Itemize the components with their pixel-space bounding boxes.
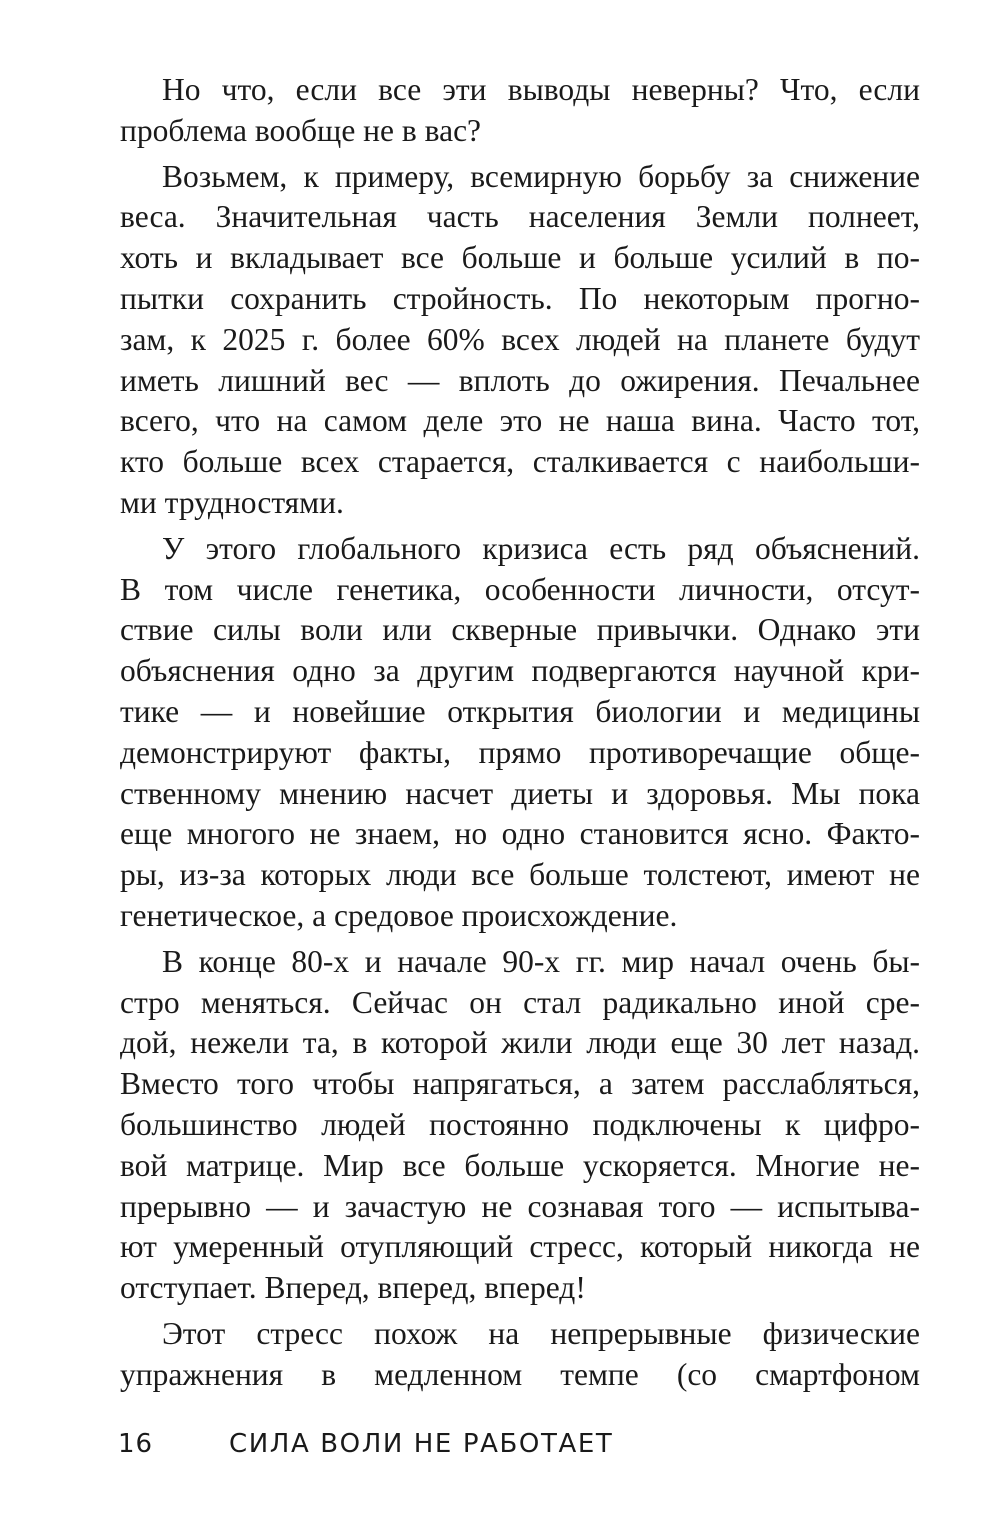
text-line: ствие силы воли или скверные привычки. Однако эти	[120, 612, 920, 648]
paragraph-5	[120, 1314, 920, 1396]
paragraph-4	[120, 942, 920, 1309]
text-line: зам, к 2025 г. более 60% всех людей на планете будут	[120, 321, 920, 357]
text-line: вой матрице. Мир все больше ускоряется. Многие не-	[120, 1147, 920, 1183]
text-line: веса. Значительная часть населения Земли полнеет,	[120, 199, 920, 235]
text-line: упражнения в медленном темпе (со смартфоном	[120, 1356, 920, 1392]
paragraph-1	[120, 70, 920, 152]
text-line: отступает. Вперед, вперед, вперед!	[120, 1270, 586, 1306]
text-line: ственному мнению насчет диеты и здоровья. Мы пока	[120, 775, 920, 811]
text-line: еще многого не знаем, но одно становится ясно. Факто-	[120, 816, 920, 852]
text-line: прерывно — и зачастую не сознавая того — испытыва-	[120, 1188, 920, 1224]
page-number: 16	[118, 1429, 154, 1459]
paragraph-3	[120, 529, 920, 937]
text-line: иметь лишний вес — вплоть до ожирения. Печальнее	[120, 362, 920, 398]
text-line: У этого глобального кризиса есть ряд объяснений.	[162, 530, 920, 566]
text-line: большинство людей постоянно подключены к цифро-	[120, 1106, 920, 1142]
text-line: дой, нежели та, в которой жили люди еще 30 лет назад.	[120, 1025, 920, 1061]
text-line: Вместо того чтобы напрягаться, а затем расслабляться,	[120, 1066, 920, 1102]
text-line: ры, из-за которых люди все больше толстеют, имеют не	[120, 857, 920, 893]
paragraph-2	[120, 157, 920, 524]
text-line: В том числе генетика, особенности личности, отсут-	[120, 571, 920, 607]
text-line: демонстрируют факты, прямо противоречащие обще-	[120, 734, 920, 770]
text-line: тике — и новейшие открытия биологии и медицины	[120, 693, 920, 729]
page-footer	[118, 1424, 918, 1464]
text-line: проблема вообще не в вас?	[120, 112, 482, 148]
text-line: стро меняться. Сейчас он стал радикально иной сре-	[120, 984, 920, 1020]
text-line: ми трудностями.	[120, 484, 344, 520]
text-line: объяснения одно за другим подвергаются научной кри-	[120, 653, 920, 689]
text-line: кто больше всех старается, сталкивается с наибольши-	[120, 444, 920, 480]
text-line: Но что, если все эти выводы неверны? Что, если	[162, 72, 920, 107]
body-text	[120, 70, 920, 1401]
text-line: Этот стресс похож на непрерывные физические	[162, 1315, 920, 1351]
text-line: ют умеренный отупляющий стресс, который никогда не	[120, 1229, 920, 1265]
running-head: СИЛА ВОЛИ НЕ РАБОТАЕТ	[229, 1429, 614, 1459]
text-line: генетическое, а средовое происхождение.	[120, 897, 678, 933]
text-line: Возьмем, к примеру, всемирную борьбу за снижение	[162, 158, 920, 194]
text-line: хоть и вкладывает все больше и больше усилий в по-	[120, 240, 920, 276]
text-line: пытки сохранить стройность. По некоторым прогно-	[120, 280, 920, 316]
text-line: всего, что на самом деле это не наша вина. Часто тот,	[120, 403, 920, 439]
text-line: В конце 80-х и начале 90-х гг. мир начал очень бы-	[162, 943, 920, 979]
